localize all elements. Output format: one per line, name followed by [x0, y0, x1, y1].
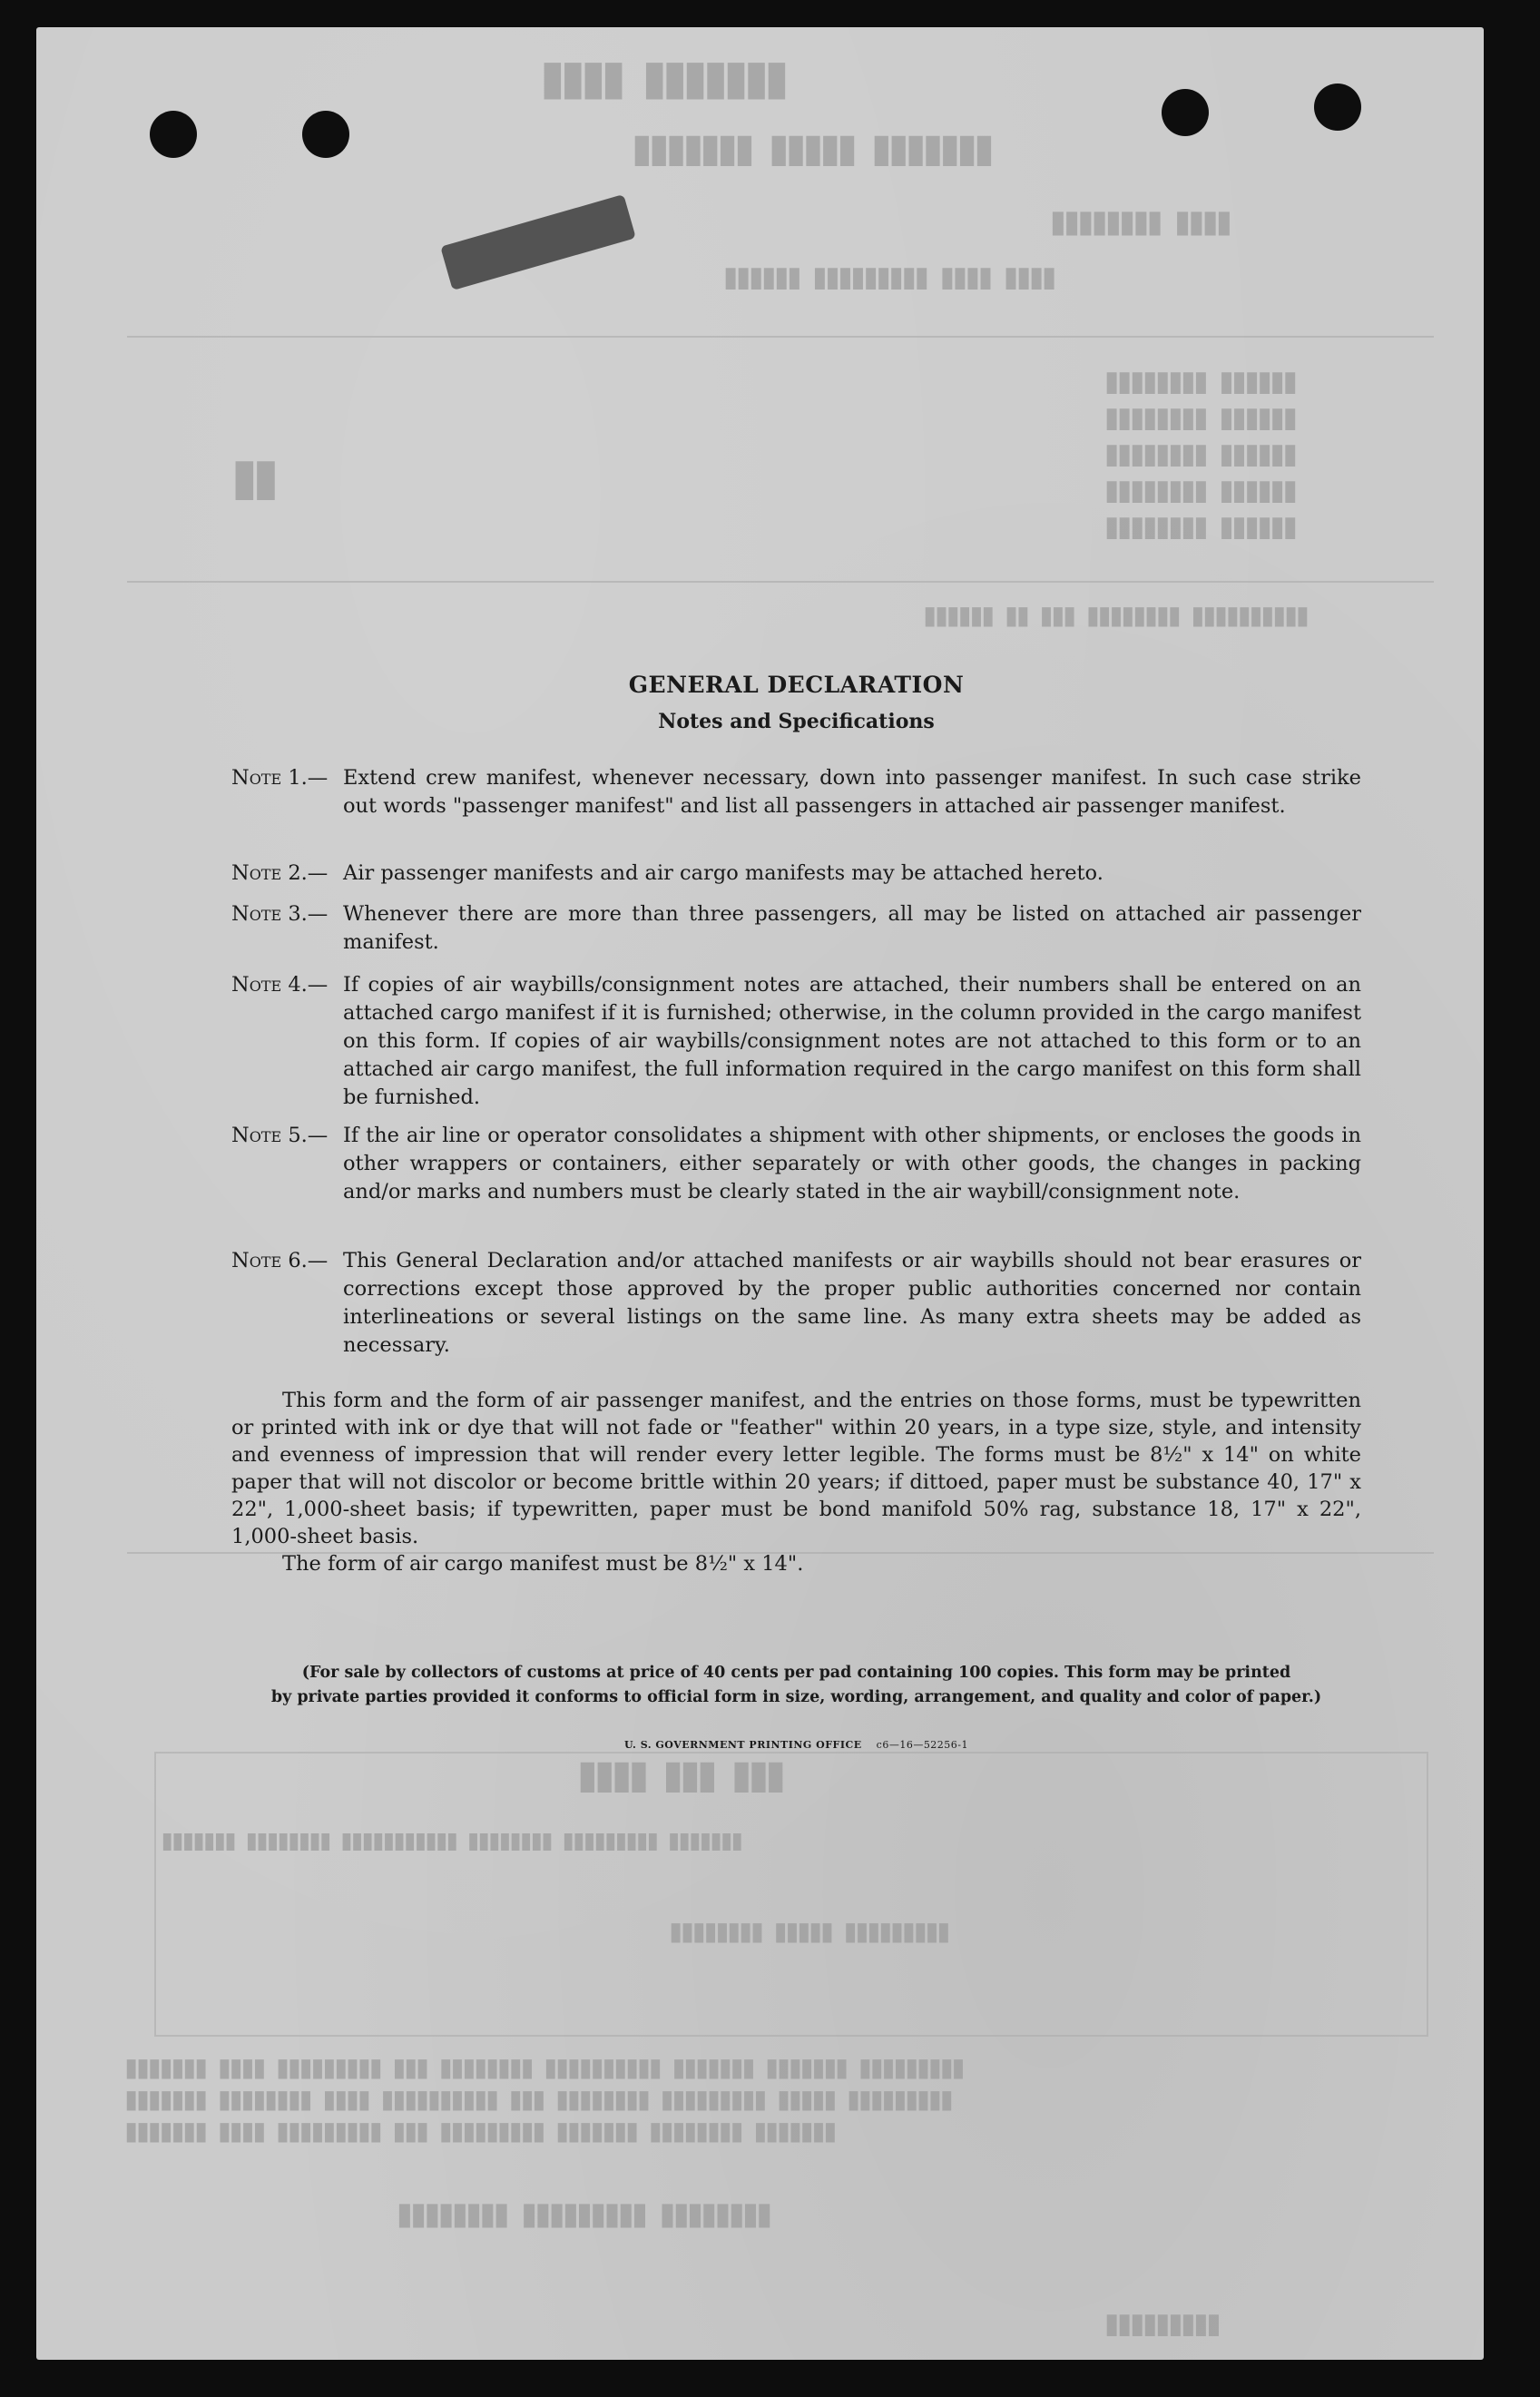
note-text: Extend crew manifest, whenever necessary, down into passenger manifest. In such case strike out words "passenger manifest" and list all passengers in attached air passenger manifest. [343, 766, 1361, 818]
note-label: Note 5.— [231, 1124, 329, 1147]
notes-content [231, 27, 1361, 2360]
note-2 [231, 860, 1361, 888]
printing-office-name: U. S. GOVERNMENT PRINTING OFFICE [623, 1739, 862, 1751]
document-sheet: ▉▉▉▉ ▉▉▉▉▉▉▉ ▉▉▉▉▉▉▉ ▉▉▉▉▉ ▉▉▉▉▉▉▉ ▉▉▉▉▉▉▉▉ ▉▉▉▉ ▉▉▉▉▉▉ ▉▉▉▉▉▉▉▉▉ ▉▉▉▉ ▉▉▉▉ ▉▉▉▉▉▉▉▉ ▉▉▉▉▉▉ ▉▉▉▉▉▉▉▉ ▉▉▉▉▉▉ ▉▉▉▉▉▉▉▉ ▉▉▉▉▉▉ ▉▉▉▉▉▉▉▉ ▉▉▉▉▉▉ ▉▉▉▉▉▉▉▉ ▉▉▉▉▉▉ ▉▉ ▉▉▉▉▉▉ ▉▉ ▉▉▉ ▉▉▉▉▉▉▉▉ ▉▉▉▉▉▉▉▉▉▉ ▉▉▉▉ ▉▉▉ ▉▉▉ ▉▉▉▉▉▉▉ ▉▉▉▉▉▉▉▉ ▉▉▉▉▉▉▉▉▉▉▉ ▉▉▉▉▉▉▉▉ ▉▉▉▉▉▉▉▉▉ ▉▉▉▉▉▉▉ ▉▉▉▉▉▉▉▉ ▉▉▉▉▉ ▉▉▉▉▉▉▉▉▉ ▉▉▉▉▉▉▉ ▉▉▉▉ ▉▉▉▉▉▉▉▉▉ ▉▉▉ ▉▉▉▉▉▉▉▉ ▉▉▉▉▉▉▉▉▉▉ ▉▉▉▉▉▉▉ ▉▉▉▉▉▉▉ ▉▉▉▉▉▉▉▉▉ ▉▉▉▉▉▉▉ ▉▉▉▉▉▉▉▉ ▉▉▉▉ ▉▉▉▉▉▉▉▉▉▉ ▉▉▉ ▉▉▉▉▉▉▉▉ ▉▉▉▉▉▉▉▉▉ ▉▉▉▉▉ ▉▉▉▉▉▉▉▉▉ ▉▉▉▉▉▉▉ ▉▉▉▉ ▉▉▉▉▉▉▉▉▉ ▉▉▉ ▉▉▉▉▉▉▉▉▉ ▉▉▉▉▉▉▉ ▉▉▉▉▉▉▉▉ ▉▉▉▉▉▉▉ ▉▉▉▉▉▉▉▉ ▉▉▉▉▉▉▉▉▉ ▉▉▉▉▉▉▉▉ ▉▉▉▉▉▉▉▉▉ GENERAL DECLARATION Notes and Specifications Note 1.— Extend crew manifest, whenever necessary, down into passenger manifest. In such case strike out words "passenger manifest" and list all passengers in attached air passenger manifest. Note 2.— Air passenger manifests and air cargo manifests may be attached hereto. Note 3.— Whenever there are more than three passengers, all may be listed on attached air passenger manifest. Note 4.— If copies of air waybills/consignment notes are attached, their numbers shall be entered on an attached cargo manifest if it is furnished; otherwise, in the column provided in the cargo manifest on this form. If copies of air waybills/consignment notes are not attached to this form or to an attached air cargo manifest, the full information required in the cargo manifest on this form shall be furnished. Note 5.— If the air line or operator consolidates a shipment with other shipments, or encloses the goods in other wrappers or containers, either separately or with other goods, the changes in packing and/or marks and numbers must be clearly stated in the air waybill/consignment note. Note 6.— This General Declaration and/or attached manifests or air waybills should not bear erasures or corrections except those approved by the proper public authorities concerned nor contain interlineations or several listings on the same line. As many extra sheets may be added as necessary. This form and the form of air passenger manifest, and the entries on those forms, must be typewritten or printed with ink or dye that will not fade or "feather" within 20 years, in a type size, style, and intensity and evenness of impression that will render every letter legible. The forms must be 8½" x 14" on white paper that will not discolor or become brittle within 20 years; if dittoed, paper must be substance 40, 17" x 22", 1,000-sheet basis; if typewritten, paper must be bond manifold 50% rag, substance 18, 17" x 22", 1,000-sheet basis. The form of air cargo manifest must be 8½" x 14". (For sale by collectors of customs at price of 40 cents per pad containing 100 copies. This form may be printed by private parties provided it conforms to official form in size, wording, arrangement, and quality and color of paper.) U. S. GOVERNMENT PRINTING OFFICE c6—16—52256-1 [36, 27, 1484, 2360]
note-text: Whenever there are more than three passengers, all may be listed on attached air passenger manifest. [343, 902, 1361, 954]
printing-office-imprint [231, 1739, 1361, 1751]
note-label: Note 2.— [231, 861, 329, 885]
note-6 [231, 1247, 1361, 1360]
page-subtitle: Notes and Specifications [658, 710, 935, 733]
note-text: This General Declaration and/or attached manifests or air waybills should not bear erasures or corrections except those approved by the proper public authorities concerned nor contain interlineations or several listings on the same line. As many extra sheets may be added as necessary. [343, 1249, 1361, 1357]
note-text: If copies of air waybills/consignment notes are attached, their numbers shall be entered on an attached cargo manifest if it is furnished; otherwise, in the column provided in the cargo manifest on this form. If copies of air waybills/consignment notes are not attached to this form or to an attached air cargo manifest, the full information required in the cargo manifest on this form shall be furnished. [343, 973, 1361, 1109]
for-sale-line-2: by private parties provided it conforms to official form in size, wording, arrangement, and quality and color of paper.) [270, 1688, 1322, 1706]
note-5 [231, 1122, 1361, 1206]
note-1 [231, 764, 1361, 820]
note-text: If the air line or operator consolidates a shipment with other shipments, or encloses the goods in other wrappers or containers, either separately or with other goods, the changes in packing and/or marks and numbers must be clearly stated in the air waybill/consignment note. [343, 1124, 1361, 1203]
note-text: Air passenger manifests and air cargo manifests may be attached hereto. [343, 861, 1104, 885]
note-label: Note 3.— [231, 902, 329, 926]
for-sale-line-1: (For sale by collectors of customs at price of 40 cents per pad containing 100 copies. This form may be printed [301, 1664, 1291, 1682]
note-label: Note 1.— [231, 766, 329, 790]
punch-hole [150, 111, 197, 158]
printing-office-number: c6—16—52256-1 [876, 1739, 969, 1751]
note-label: Note 6.— [231, 1249, 329, 1272]
specification-paragraph: This form and the form of air passenger manifest, and the entries on those forms, must be typewritten or printed with ink or dye that will not fade or "feather" within 20 years, in a type size, style, and intensity and evenness of impression that will render every letter legible. The forms must be 8½" x 14" on white paper that will not discolor or become brittle within 20 years; if dittoed, paper must be substance 40, 17" x 22", 1,000-sheet basis; if typewritten, paper must be bond manifold 50% rag, substance 18, 17" x 22", 1,000-sheet basis. [231, 1389, 1361, 1548]
for-sale-notice [231, 1661, 1361, 1710]
page-title: GENERAL DECLARATION [628, 672, 965, 698]
note-label: Note 4.— [231, 973, 329, 997]
cargo-manifest-size-note: The form of air cargo manifest must be 8½" x 14". [282, 1552, 804, 1576]
note-4 [231, 971, 1361, 1112]
note-3 [231, 900, 1361, 957]
